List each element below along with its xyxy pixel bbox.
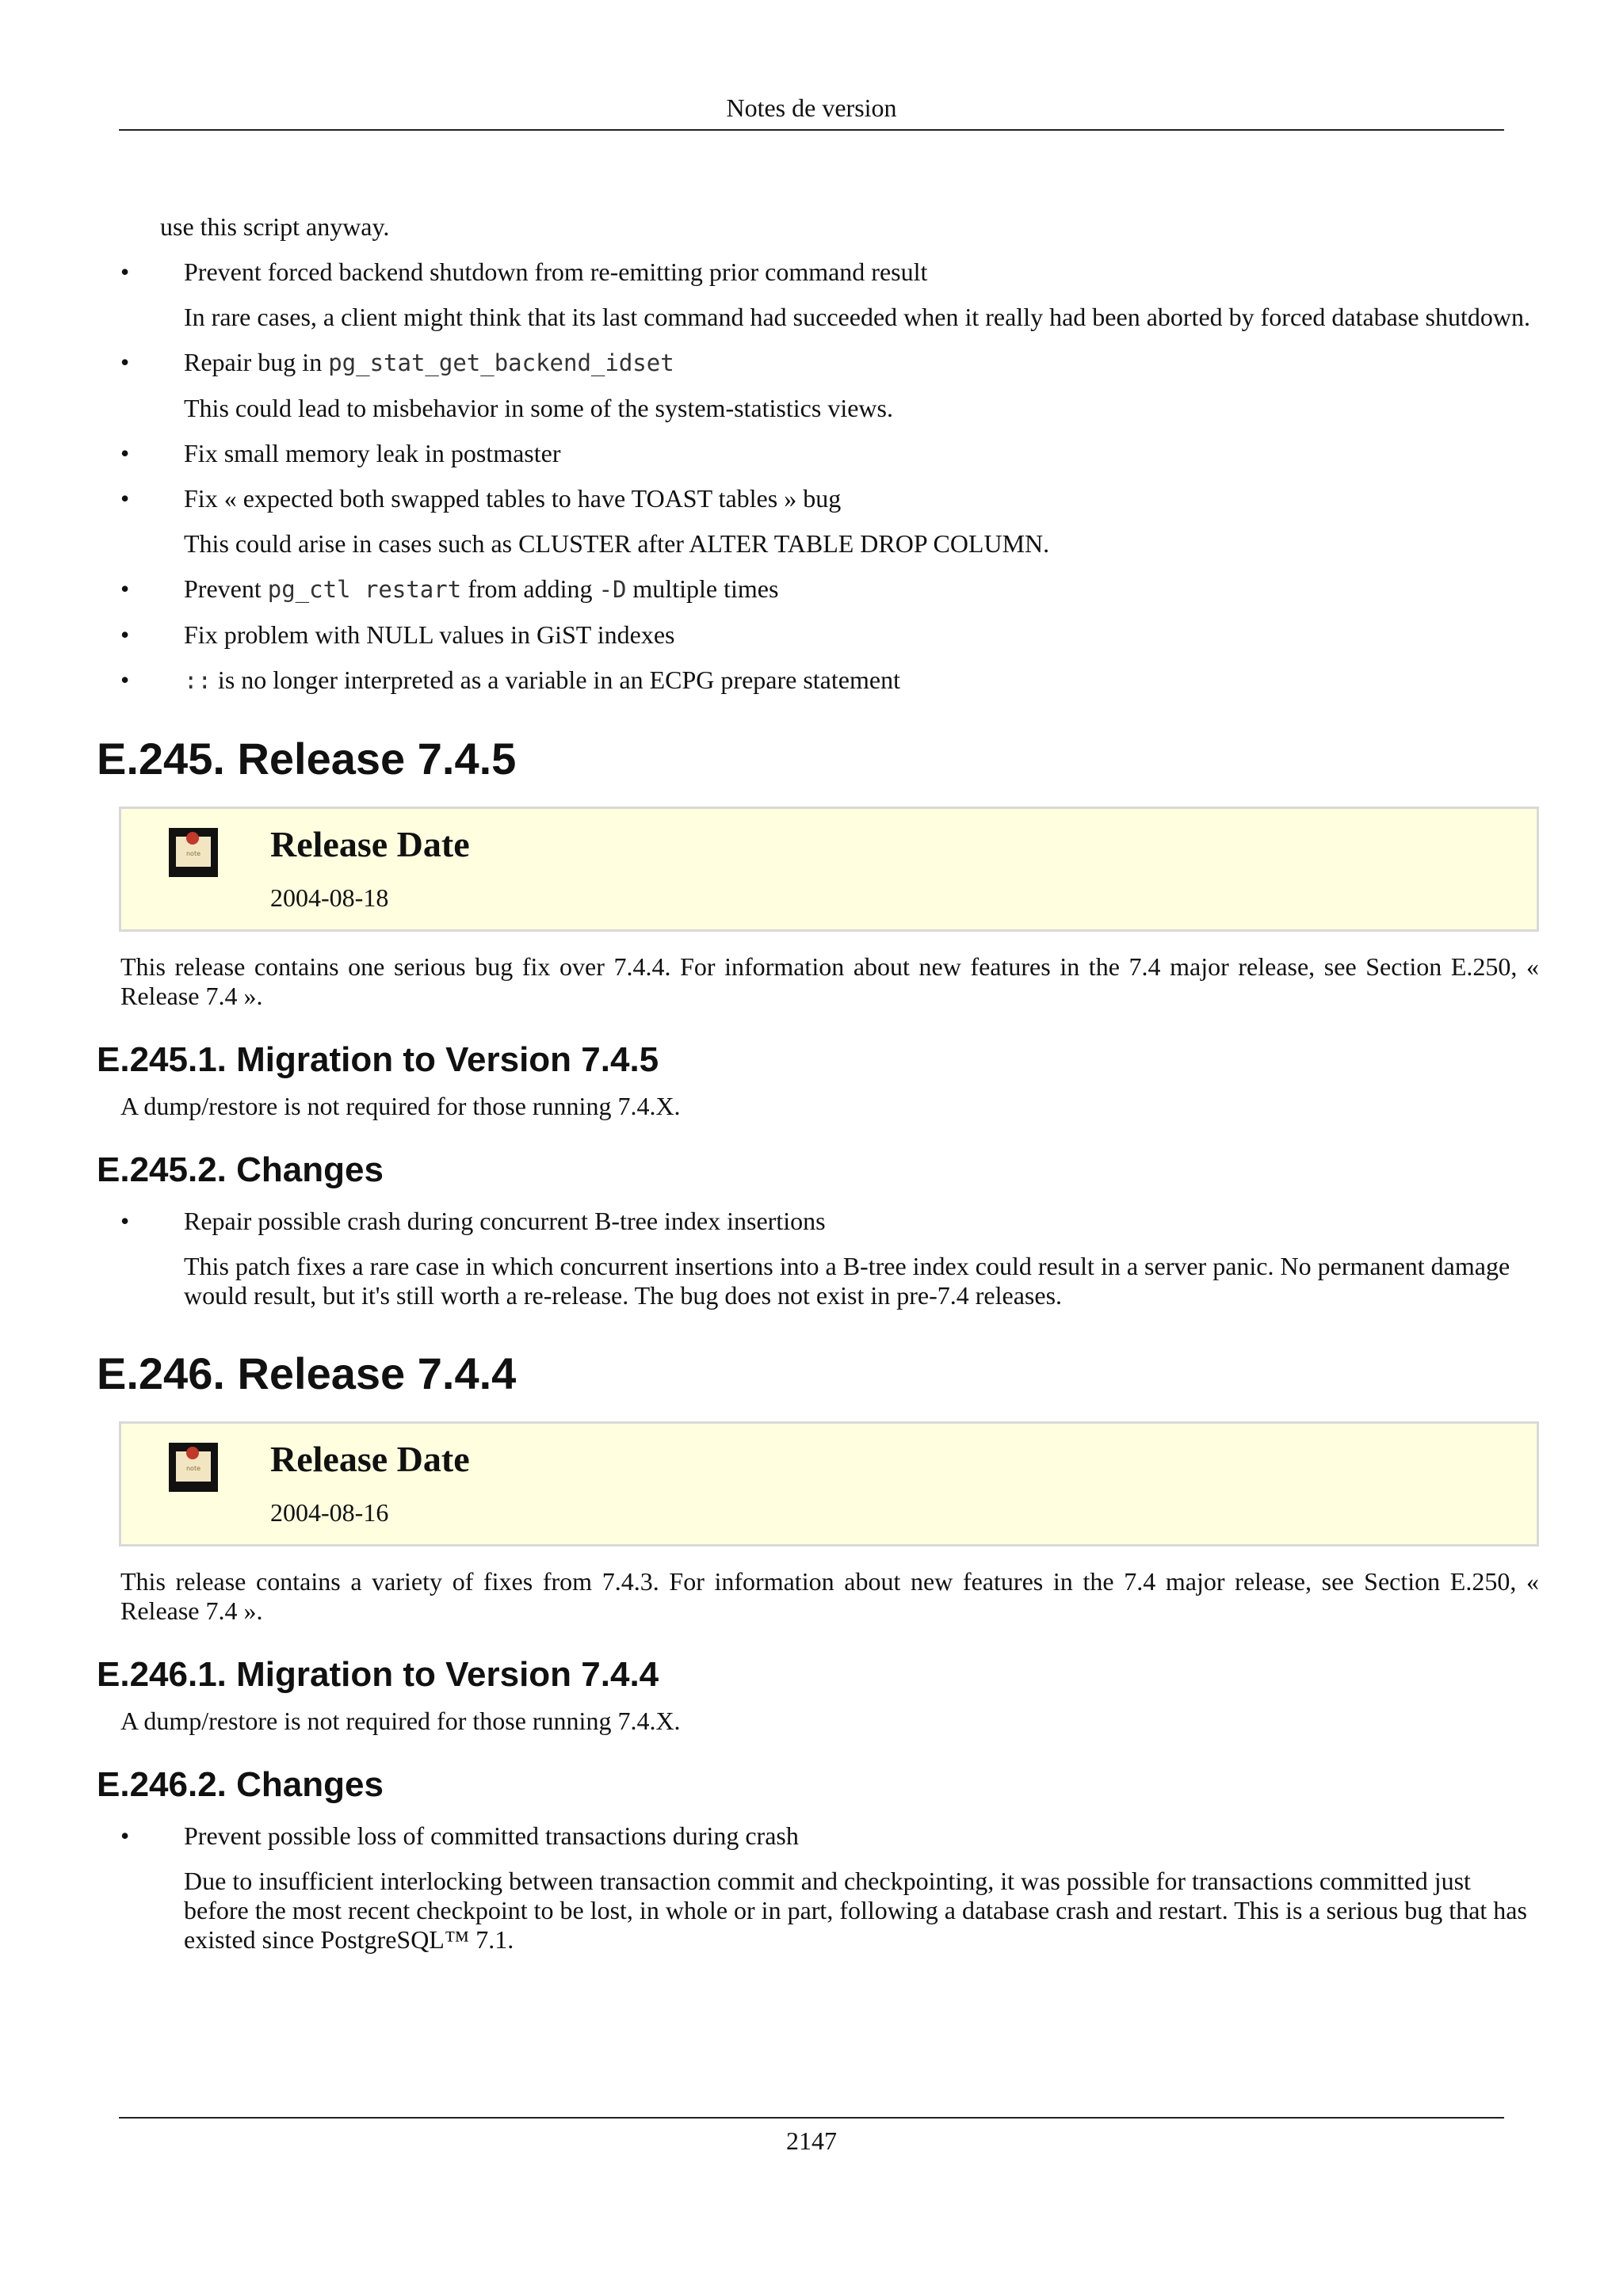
continuation-text: use this script anyway. bbox=[160, 212, 390, 241]
section-heading: E.245. Release 7.4.5 bbox=[97, 734, 517, 784]
item-title-prefix: Repair bug in bbox=[184, 348, 329, 376]
note-title: Release Date bbox=[270, 824, 470, 864]
item-title-suffix: is no longer interpreted as a variable in an ECPG prepare statement bbox=[211, 666, 900, 694]
release-date-note bbox=[119, 807, 1539, 932]
release-date-note bbox=[119, 1421, 1539, 1547]
list-item: • Fix problem with NULL values in GiST indexes bbox=[120, 620, 675, 649]
subsection-heading: E.245.2. Changes bbox=[97, 1150, 384, 1189]
item-title-prefix: Prevent bbox=[184, 574, 268, 603]
list-item: • :: is no longer interpreted as a variable in an ECPG prepare statement bbox=[120, 666, 900, 694]
list-item: • Repair possible crash during concurrent B-tree index insertions This patch fixes a rare case in which concurrent insertions into a B-tree index could result in a server panic. No permanent damage would result, but it's still worth a re-release. The bug does not exist in pre-7.4 releases. bbox=[120, 1207, 1539, 1310]
item-description: This patch fixes a rare case in which concurrent insertions into a B-tree index could result in a server panic. No permanent damage would result, but it's still worth a re-release. The bug does not exist in pre-7.4 releases. bbox=[184, 1252, 1510, 1310]
item-title: Fix « expected both swapped tables to have TOAST tables » bug bbox=[184, 484, 842, 513]
item-title: Prevent forced backend shutdown from re-emitting prior command result bbox=[184, 257, 928, 286]
list-item: • Fix « expected both swapped tables to have TOAST tables » bug This could arise in cases such as CLUSTER after ALTER TABLE DROP COLUMN. bbox=[120, 484, 1539, 559]
migration-text: A dump/restore is not required for those running 7.4.X. bbox=[120, 1092, 681, 1120]
change-list bbox=[97, 1821, 1539, 1955]
code-literal: pg_ctl restart bbox=[267, 576, 462, 603]
section-heading: E.246. Release 7.4.4 bbox=[97, 1348, 517, 1398]
intro-change-list bbox=[97, 257, 1539, 696]
item-description: This could lead to misbehavior in some of the system-statistics views. bbox=[184, 394, 893, 422]
code-literal: -D bbox=[598, 576, 627, 603]
code-literal: pg_stat_get_backend_idset bbox=[328, 349, 674, 376]
note-icon: note bbox=[169, 828, 218, 877]
list-item: • Prevent pg_ctl restart from adding -D multiple times bbox=[120, 574, 779, 603]
item-description: Due to insufficient interlocking between transaction commit and checkpointing, it was possible for transactions committed just before the most recent checkpoint to be lost, in whole or in part, following a database crash and restart. This is a serious bug that has existed since PostgreSQL™ 7.1. bbox=[184, 1867, 1527, 1954]
item-title-middle: from adding bbox=[461, 574, 599, 603]
subsection-heading: E.246.2. Changes bbox=[97, 1765, 384, 1804]
subsection-heading: E.245.1. Migration to Version 7.4.5 bbox=[97, 1040, 659, 1079]
note-icon: note bbox=[169, 1443, 218, 1492]
release-summary: This release contains one serious bug fix over 7.4.4. For information about new features in the 7.4 major release, see Section E.250, « Release 7.4 ». bbox=[120, 952, 1539, 1010]
list-item: • Repair bug in pg_stat_get_backend_idset This could lead to misbehavior in some of the system-statistics views. bbox=[120, 348, 1539, 423]
page-number: 2147 bbox=[119, 2117, 1504, 2156]
subsection-heading: E.246.1. Migration to Version 7.4.4 bbox=[97, 1655, 659, 1694]
page-content bbox=[97, 212, 1539, 1955]
list-item: • Prevent forced backend shutdown from re-emitting prior command result In rare cases, a client might think that its last command had succeeded when it really had been aborted by forced database shutdown. bbox=[120, 257, 1539, 332]
item-description: This could arise in cases such as CLUSTER after ALTER TABLE DROP COLUMN. bbox=[184, 529, 1050, 558]
item-title: Fix problem with NULL values in GiST indexes bbox=[184, 620, 675, 649]
release-summary: This release contains a variety of fixes from 7.4.3. For information about new features in the 7.4 major release, see Section E.250, « Release 7.4 ». bbox=[120, 1567, 1539, 1625]
migration-text: A dump/restore is not required for those running 7.4.X. bbox=[120, 1707, 681, 1735]
item-title: Repair possible crash during concurrent B-tree index insertions bbox=[184, 1207, 826, 1235]
running-header: Notes de version bbox=[119, 93, 1504, 131]
item-title-suffix: multiple times bbox=[626, 574, 779, 603]
item-description: In rare cases, a client might think that its last command had succeeded when it really had been aborted by forced database shutdown. bbox=[184, 303, 1530, 331]
release-date: 2004-08-16 bbox=[270, 1498, 389, 1527]
change-list bbox=[97, 1207, 1539, 1310]
item-title: Prevent possible loss of committed transactions during crash bbox=[184, 1821, 799, 1850]
release-date: 2004-08-18 bbox=[270, 883, 389, 912]
item-title: Fix small memory leak in postmaster bbox=[184, 439, 561, 467]
list-item: • Prevent possible loss of committed transactions during crash Due to insufficient interlocking between transaction commit and checkpointing, it was possible for transactions committed just before the most recent checkpoint to be lost, in whole or in part, following a database crash and restart. This is a serious bug that has existed since PostgreSQL™ 7.1. bbox=[120, 1821, 1539, 1955]
list-item: • Fix small memory leak in postmaster bbox=[120, 439, 561, 467]
code-literal: :: bbox=[184, 667, 212, 694]
note-title: Release Date bbox=[270, 1439, 470, 1479]
